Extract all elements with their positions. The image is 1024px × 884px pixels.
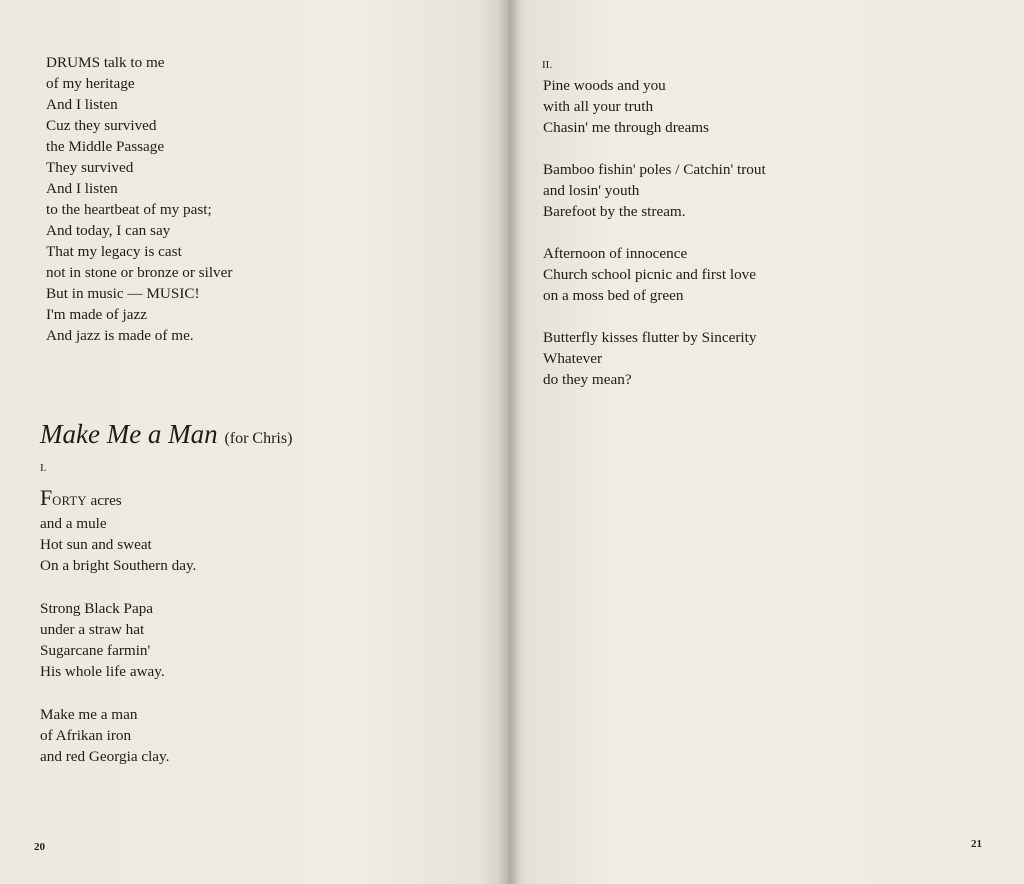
poem-line: Make me a man bbox=[40, 706, 138, 723]
stanza bbox=[543, 243, 766, 306]
poem-line: with all your truth bbox=[543, 98, 654, 115]
poem-line: And jazz is made of me. bbox=[46, 327, 194, 344]
poem-line: of my heritage bbox=[46, 75, 135, 92]
stanza bbox=[40, 598, 292, 682]
page-number-left: 20 bbox=[34, 841, 45, 853]
poem-line: Church school picnic and first love bbox=[543, 266, 756, 283]
poem-line: do they mean? bbox=[543, 371, 632, 388]
poem-line: Sugarcane farmin' bbox=[40, 642, 151, 659]
poem-line: Cuz they survived bbox=[46, 117, 157, 134]
poem-line: not in stone or bronze or silver bbox=[46, 264, 233, 281]
right-page bbox=[508, 0, 1024, 884]
book-gutter bbox=[498, 0, 520, 884]
poem-line: and losin' youth bbox=[543, 182, 640, 199]
poem-line: on a moss bed of green bbox=[543, 287, 684, 304]
poem-line: I'm made of jazz bbox=[46, 306, 147, 323]
poem-line: Chasin' me through dreams bbox=[543, 119, 709, 136]
poem-title-text: Make Me a Man bbox=[40, 419, 218, 449]
section-number: II. bbox=[542, 59, 553, 71]
poem-make-me-a-man bbox=[40, 417, 292, 767]
poem-title bbox=[40, 417, 292, 456]
drop-initial: F bbox=[40, 485, 53, 510]
poem-line: of Afrikan iron bbox=[40, 727, 132, 744]
poem-line: to the heartbeat of my past; bbox=[46, 201, 212, 218]
small-caps-word: ORTY bbox=[52, 494, 87, 508]
poem-line: Hot sun and sweat bbox=[40, 536, 152, 553]
stanza bbox=[40, 704, 292, 767]
poem-line: But in music — MUSIC! bbox=[46, 285, 200, 302]
poem-line: Bamboo fishin' poles / Catchin' trout bbox=[543, 161, 766, 178]
poem-line: Strong Black Papa bbox=[40, 600, 154, 617]
poem-line: Butterfly kisses flutter by Sincerity bbox=[543, 329, 757, 346]
poem-line: Barefoot by the stream. bbox=[543, 203, 686, 220]
poem-line bbox=[40, 486, 292, 513]
poem-line: under a straw hat bbox=[40, 621, 145, 638]
poem-line: That my legacy is cast bbox=[46, 243, 182, 260]
poem-line: On a bright Southern day. bbox=[40, 557, 197, 574]
page-number-right: 21 bbox=[971, 838, 982, 850]
stanza bbox=[543, 75, 766, 138]
poem-drums bbox=[46, 52, 232, 346]
poem-line: and a mule bbox=[40, 515, 107, 532]
poem-line: Pine woods and you bbox=[543, 77, 666, 94]
poem-section-two bbox=[543, 75, 766, 390]
stanza bbox=[40, 486, 292, 576]
poem-line: DRUMS talk to me bbox=[46, 54, 165, 71]
stanza bbox=[543, 159, 766, 222]
left-page bbox=[0, 0, 508, 884]
poem-line: And today, I can say bbox=[46, 222, 171, 239]
poem-line: They survived bbox=[46, 159, 134, 176]
poem-line: And I listen bbox=[46, 96, 118, 113]
poem-line: Afternoon of innocence bbox=[543, 245, 688, 262]
section-number: I. bbox=[40, 462, 47, 474]
poem-line: His whole life away. bbox=[40, 663, 165, 680]
poem-line: And I listen bbox=[46, 180, 118, 197]
poem-line: the Middle Passage bbox=[46, 138, 165, 155]
poem-line: and red Georgia clay. bbox=[40, 748, 170, 765]
stanza bbox=[543, 327, 766, 390]
poem-dedication: (for Chris) bbox=[224, 430, 293, 447]
poem-line: Whatever bbox=[543, 350, 603, 367]
first-line-rest: acres bbox=[86, 492, 122, 509]
